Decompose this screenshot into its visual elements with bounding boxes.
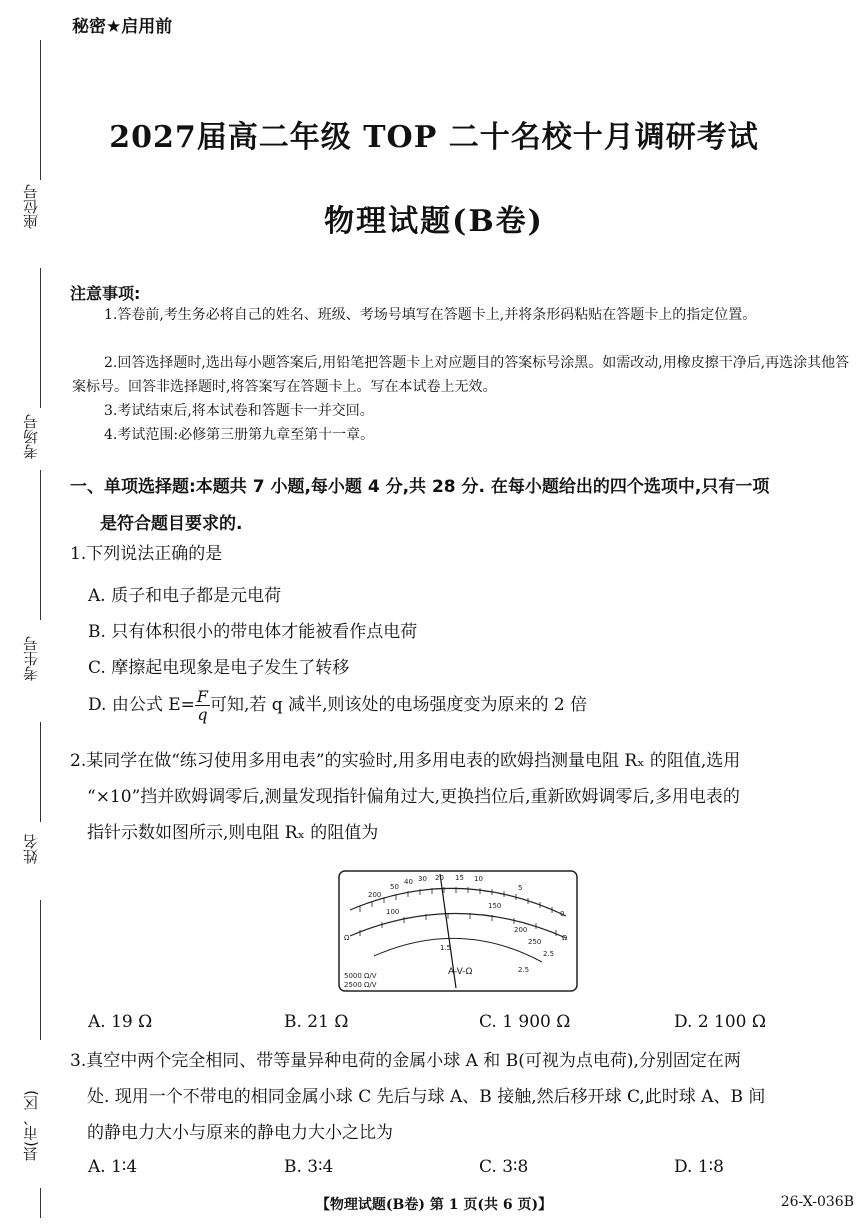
q2-option-b: B. 21 Ω [284, 1012, 349, 1032]
q2-option-c: C. 1 900 Ω [479, 1012, 571, 1032]
q1-option-d-suffix: 可知,若 q 减半,则该处的电场强度变为原来的 2 倍 [210, 695, 588, 715]
svg-text:200: 200 [368, 891, 382, 899]
binding-line [40, 900, 41, 1040]
q1-option-d [88, 688, 587, 723]
multimeter-dial-figure [338, 870, 578, 992]
svg-text:5: 5 [518, 884, 523, 892]
svg-text:250: 250 [528, 938, 542, 946]
meter-spec: 5000 Ω/V [344, 972, 377, 980]
stem-line: 的静电力大小与原来的静电力大小之比为 [87, 1123, 393, 1143]
exam-room-label: 考场号 [22, 414, 40, 459]
county-label: 县(市、区) [22, 1090, 40, 1162]
meter-label: A-V-Ω [448, 967, 473, 977]
fraction-denominator: q [197, 705, 208, 724]
section-line: 是符合题目要求的. [100, 514, 243, 534]
binding-line [40, 470, 41, 620]
meter-spec: 2500 Ω/V [344, 981, 377, 989]
stem-line: 2.某同学在做“练习使用多用电表”的实验时,用多用电表的欧姆挡测量电阻 Rₓ 的阻值,选用 [70, 751, 741, 771]
stem-line: “×10”挡并欧姆调零后,测量发现指针偏角过大,更换挡位后,重新欧姆调零后,多用电表的 [87, 787, 740, 807]
svg-text:Ω: Ω [344, 934, 350, 942]
svg-text:Ω: Ω [562, 934, 568, 942]
confidential-mark: 秘密★启用前 [72, 17, 173, 37]
exam-title: 2027届高二年级 TOP 二十名校十月调研考试 [109, 120, 759, 155]
paper-code: 26-X-036B [780, 1194, 854, 1210]
section-line: 一、单项选择题:本题共 7 小题,每小题 4 分,共 28 分. 在每小题给出的四个选项中,只有一项 [70, 477, 770, 497]
svg-text:2.5: 2.5 [543, 950, 555, 958]
q1-option-b: B. 只有体积很小的带电体才能被看作点电荷 [88, 622, 418, 642]
student-number-label: 考生号 [22, 636, 40, 681]
svg-text:30: 30 [418, 875, 427, 883]
q3-option-d: D. 1∶8 [674, 1157, 724, 1177]
binding-line [40, 722, 41, 822]
q3-option-a: A. 1∶4 [88, 1157, 138, 1177]
seat-number-label: 座位号 [22, 184, 40, 229]
note-item: 1.答卷前,考生务必将自己的姓名、班级、考场号填写在答题卡上,并将条形码粘贴在答题卡上的指定位置。 [104, 307, 757, 323]
q3-option-c: C. 3∶8 [479, 1157, 529, 1177]
svg-text:40: 40 [404, 878, 413, 886]
q3-option-b: B. 3∶4 [284, 1157, 334, 1177]
question-1-stem: 1.下列说法正确的是 [70, 544, 223, 564]
svg-text:10: 10 [474, 875, 483, 883]
svg-text:1.5: 1.5 [440, 944, 452, 952]
q1-option-d-prefix: D. 由公式 E= [88, 695, 195, 715]
note-item: 3.考试结束后,将本试卷和答题卡一并交回。 [104, 403, 374, 419]
question-2-stem [70, 743, 855, 851]
svg-text:0: 0 [560, 910, 565, 918]
page-footer: 【物理试题(B卷) 第 1 页(共 6 页)】 [315, 1197, 553, 1213]
svg-text:200: 200 [514, 926, 528, 934]
svg-text:2.5: 2.5 [518, 966, 530, 974]
binding-line [40, 268, 41, 408]
q1-option-a: A. 质子和电子都是元电荷 [88, 586, 282, 606]
q1-option-c: C. 摩擦起电现象是电子发生了转移 [88, 658, 350, 678]
question-3-stem [70, 1043, 855, 1151]
q2-option-d: D. 2 100 Ω [674, 1012, 766, 1032]
fraction-numerator: F [196, 687, 208, 706]
svg-text:20: 20 [435, 874, 444, 882]
stem-line: 3.真空中两个完全相同、带等量异种电荷的金属小球 A 和 B(可视为点电荷),分别固定在两 [70, 1051, 741, 1071]
svg-text:50: 50 [390, 883, 399, 891]
note-item: 4.考试范围:必修第三册第九章至第十一章。 [104, 427, 375, 443]
notes-heading: 注意事项: [70, 284, 141, 303]
fraction [195, 688, 210, 723]
note-item: 2.回答选择题时,选出每小题答案后,用铅笔把答题卡上对应题目的答案标号涂黑。如需改动,用橡皮擦干净后,再选涂其他答案标号。回答非选择题时,将答案写在答题卡上。写在本试卷上无效。 [72, 355, 850, 395]
svg-text:100: 100 [386, 908, 400, 916]
svg-text:150: 150 [488, 902, 502, 910]
section-heading [70, 469, 855, 543]
svg-text:15: 15 [455, 874, 464, 882]
q2-option-a: A. 19 Ω [88, 1012, 153, 1032]
binding-line [40, 40, 41, 180]
stem-line: 指针示数如图所示,则电阻 Rₓ 的阻值为 [87, 823, 379, 843]
name-label: 姓名 [22, 834, 40, 864]
stem-line: 处. 现用一个不带电的相同金属小球 C 先后与球 A、B 接触,然后移开球 C,此时球 A、B 间 [87, 1087, 766, 1107]
exam-subtitle: 物理试题(B卷) [324, 204, 544, 239]
